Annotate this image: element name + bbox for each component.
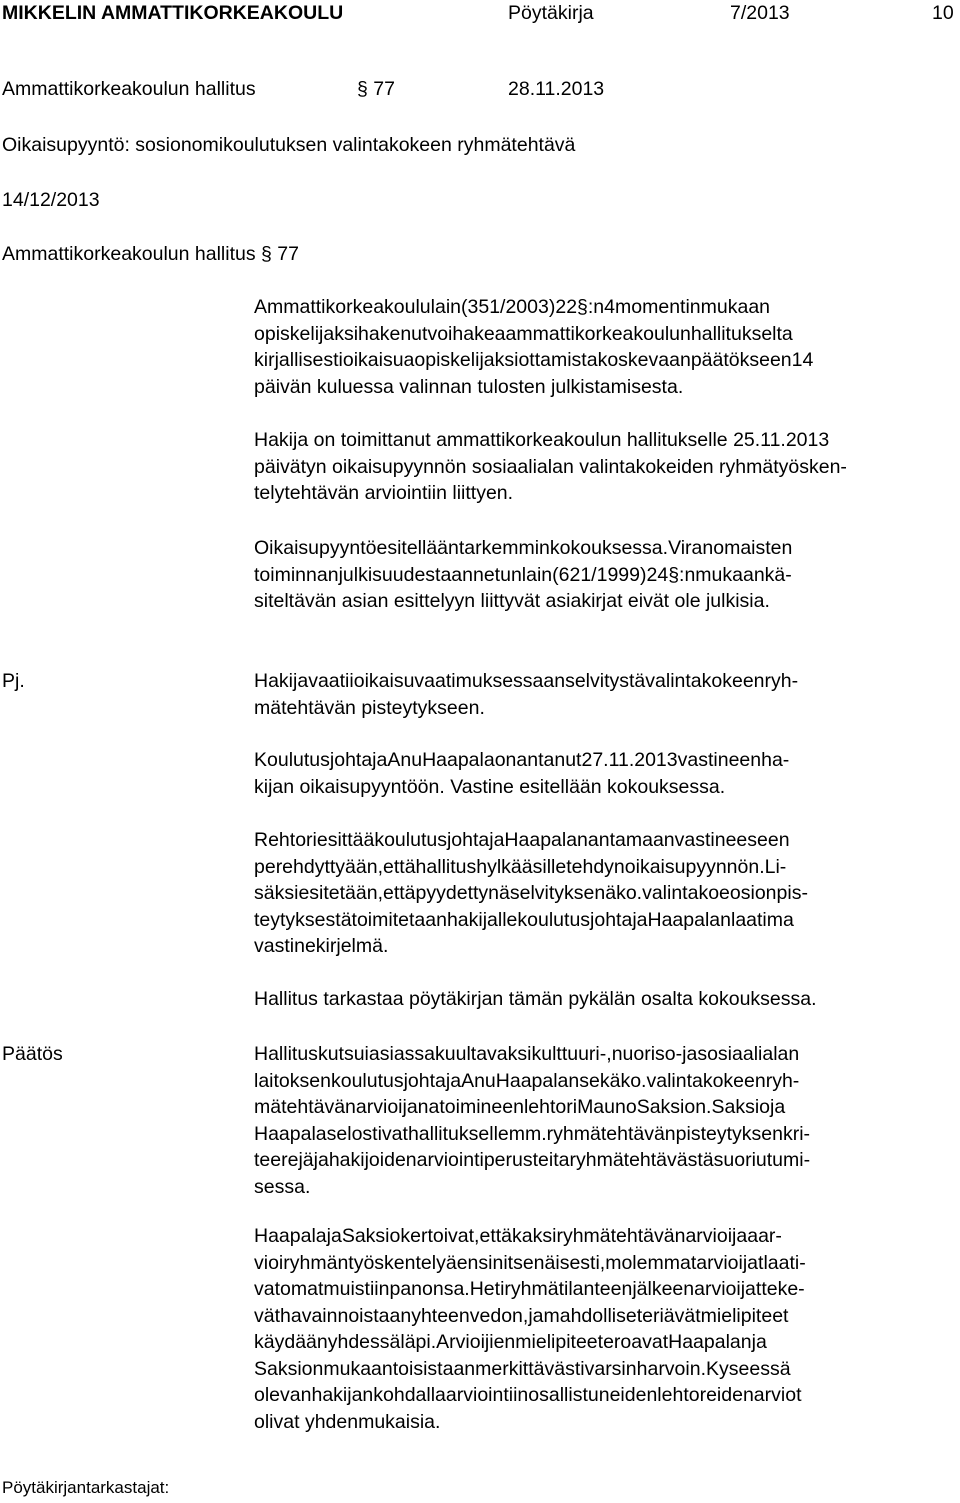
pj-p2-line-2: kijan oikaisupyyntöön. Vastine esitellään kokouksessa. <box>254 775 726 798</box>
word: esitellään <box>376 537 459 559</box>
word: että <box>479 1225 513 1247</box>
word: merkittävästi <box>475 1357 585 1380</box>
document-type: Pöytäkirja <box>508 2 594 24</box>
word: Haapalan <box>495 1069 580 1092</box>
word: mielipiteet <box>700 1304 789 1327</box>
word: (351/2003) <box>461 296 556 318</box>
word: Haapalan <box>504 829 588 851</box>
word: 22 <box>555 296 578 318</box>
word: harvoin. <box>636 1357 706 1380</box>
word: arvioijana <box>355 1096 440 1118</box>
pj-paragraph-1 <box>254 668 954 721</box>
document-number: 7/2013 <box>730 2 790 24</box>
pj-p3-line-3 <box>254 880 954 907</box>
word: koulutusjohtaja <box>374 829 505 851</box>
pj-p2-line-1 <box>254 747 954 774</box>
word: voi <box>427 322 453 345</box>
word: on <box>494 749 517 771</box>
word: arviointiperusteita <box>416 1149 570 1171</box>
word: osallistuneiden <box>528 1384 658 1406</box>
word: Li- <box>764 855 787 878</box>
pj-p3-line-5: vastinekirjelmä. <box>254 935 389 957</box>
word: eriävät <box>642 1304 701 1327</box>
word: Haapala <box>422 749 495 771</box>
word: varsin <box>584 1357 637 1380</box>
reference-line: Ammattikorkeakoulun hallitus § 77 <box>2 243 299 265</box>
word: opiskelijaksi <box>254 322 359 345</box>
decision-p2-line-5 <box>254 1329 954 1356</box>
word: hallitukselle <box>407 1122 509 1145</box>
applicant-line-2: päivätyn oikaisupyynnön sosiaalialan valintakokeiden ryhmätyösken- <box>254 455 847 478</box>
word: Haapalan <box>668 1331 752 1353</box>
word: kulttuuri-, <box>531 1043 612 1065</box>
word: ryhmätehtävän <box>556 1225 686 1247</box>
section-sign: § <box>357 78 374 100</box>
pj-p1-line-1 <box>254 668 954 695</box>
word: ko. <box>620 1069 647 1092</box>
intro-line-3 <box>254 347 954 374</box>
word: ja <box>682 1043 698 1065</box>
word: itsenäisesti, <box>503 1251 606 1274</box>
word: kirjallisesti <box>254 349 343 371</box>
word: käydään <box>254 1331 328 1353</box>
word: ja <box>528 1304 544 1327</box>
word: hakea <box>452 322 506 345</box>
case-title: Oikaisupyyntö: sosionomikoulutuksen valintakokeen ryhmätehtävä <box>2 134 576 156</box>
word: eroavat <box>603 1331 669 1353</box>
word: hylkää <box>476 855 533 878</box>
word: selvitystä <box>565 670 646 692</box>
word: 27.11.2013 <box>581 749 678 771</box>
applicant-line-1: Hakija on toimittanut ammattikorkeakoulun hallitukselle 25.11.2013 <box>254 429 830 451</box>
decision-p2-line-2 <box>254 1250 954 1277</box>
word: suoriutumi- <box>713 1149 811 1171</box>
applicant-line-3: telytehtävän arviointiin liittyen. <box>254 482 514 504</box>
word: mukaan <box>323 1357 393 1380</box>
word: ha- <box>761 749 790 771</box>
decision-p2-line-4 <box>254 1303 954 1330</box>
word: mm. <box>508 1122 547 1145</box>
word: antanut <box>516 749 582 771</box>
decision-p1-line-2 <box>254 1068 954 1095</box>
publicity-paragraph <box>254 535 954 615</box>
word: mukaan <box>695 563 765 586</box>
word: esitetään, <box>298 882 383 904</box>
word: pyydettynä <box>415 882 510 904</box>
word: toisistaan <box>392 1357 476 1380</box>
word: lain <box>521 563 553 586</box>
word: kä- <box>764 563 792 586</box>
word: yhdessä <box>327 1331 401 1353</box>
word: kaksi <box>512 1225 557 1247</box>
page-number: 10 <box>932 2 954 24</box>
word: toimitetaan <box>351 908 447 931</box>
decision-p2-line-3 <box>254 1276 954 1303</box>
word: kokouksessa. <box>549 537 669 559</box>
word: arvioijat <box>696 1251 764 1274</box>
pj-p3-line-2 <box>254 854 954 881</box>
word: vastineeseen <box>674 829 790 851</box>
word: ryhmän <box>283 1251 349 1274</box>
word: Haapalan <box>647 908 731 931</box>
word: vaatii <box>308 670 354 692</box>
word: Saksio <box>341 1225 401 1247</box>
word: ottamista <box>518 349 598 371</box>
pj-p1-line-2: mätehtävän pisteytykseen. <box>254 696 485 719</box>
decision-p1-line-6: sessa. <box>254 1175 311 1198</box>
word: julkisuudesta <box>338 563 452 586</box>
word: mielipiteet <box>515 1331 604 1353</box>
word: kutsui <box>317 1043 369 1065</box>
word: 24 <box>646 563 669 586</box>
word: vät <box>254 1304 281 1327</box>
word: sekä <box>579 1069 621 1092</box>
word: annetun <box>451 563 522 586</box>
word: hallitus <box>415 855 477 878</box>
word: momentin <box>615 296 701 318</box>
word: vat <box>254 1278 281 1300</box>
word: oikaisupyynnön. <box>624 855 765 878</box>
word: Anu <box>387 749 423 771</box>
word: että <box>383 855 416 878</box>
decision-p1-line-3 <box>254 1094 954 1121</box>
word: Koulutusjohtaja <box>254 749 388 771</box>
word: koulutusjohtaja <box>517 908 648 931</box>
word: ja <box>326 1225 342 1247</box>
publicity-line-2 <box>254 562 954 589</box>
word: kuultavaksi <box>435 1043 532 1065</box>
word: pis- <box>776 882 808 904</box>
word: teytyksestä <box>254 908 352 931</box>
word: vioi <box>254 1251 284 1274</box>
word: oikaisuvaatimuksessaan <box>353 670 566 692</box>
word: valintakoeosion <box>642 882 777 904</box>
word: ryhmätehtävän <box>546 1122 676 1145</box>
publicity-line-3: siteltävän asian esittelyyn liittyvät asiakirjat eivät ole julkisia. <box>254 590 770 612</box>
meeting-date: 28.11.2013 <box>508 78 605 100</box>
pj-p4-line-1: Hallitus tarkastaa pöytäkirjan tämän pykälän osalta kokouksessa. <box>254 988 817 1010</box>
pj-paragraph-2 <box>254 747 954 800</box>
word: ko. <box>616 882 643 904</box>
decision-label: Päätös <box>2 1043 63 1065</box>
governing-body: Ammattikorkeakoulun hallitus <box>2 78 256 100</box>
word: pisteytyksen <box>675 1122 783 1145</box>
word: toiminnan <box>254 563 339 586</box>
word: Saksion. <box>636 1096 712 1118</box>
word: §:n <box>577 296 605 318</box>
word: tehdyn <box>566 855 625 878</box>
word: Viranomaisten <box>668 537 793 559</box>
word: selvityksenä <box>509 882 617 904</box>
word: asiassa <box>368 1043 436 1065</box>
word: laitoksen <box>254 1069 331 1092</box>
word: tarkemmin <box>458 537 550 559</box>
word: Saksion <box>254 1357 324 1380</box>
pj-paragraph-4 <box>254 986 954 1013</box>
word: kertoivat, <box>400 1225 480 1247</box>
decision-p2-line-7 <box>254 1382 954 1409</box>
intro-line-2 <box>254 321 954 348</box>
intro-line-1 <box>254 294 954 321</box>
word: päätökseen <box>690 349 792 371</box>
publicity-line-1 <box>254 535 954 562</box>
word: valintakokeen <box>646 1069 766 1092</box>
word: olevan <box>254 1384 312 1406</box>
word: jälkeen <box>632 1278 695 1300</box>
decision-p2-line-8: olivat yhdenmukaisia. <box>254 1410 441 1433</box>
word: vastineen <box>677 749 762 771</box>
word: omat <box>280 1278 324 1300</box>
word: oikaisua <box>342 349 415 371</box>
word: Arvioijien <box>436 1331 516 1353</box>
word: säksi <box>254 882 299 904</box>
decision-paragraph-2 <box>254 1223 954 1435</box>
word: Oikaisupyyntö <box>254 537 377 559</box>
applicant-paragraph <box>254 427 954 507</box>
decision-p2-line-6 <box>254 1356 954 1383</box>
word: Kyseessä <box>706 1357 791 1380</box>
word: ensin <box>456 1251 504 1274</box>
word: lehtori <box>523 1096 578 1118</box>
pj-p3-line-4 <box>254 907 954 934</box>
decision-p1-line-4 <box>254 1121 954 1148</box>
word: koulutusjohtaja <box>330 1069 462 1092</box>
word: ryh- <box>765 1069 800 1092</box>
word: arviointiin <box>445 1384 529 1406</box>
word: ryhmätehtävästä <box>569 1149 714 1171</box>
case-id: 14/12/2013 <box>2 189 100 211</box>
word: arviot <box>753 1384 802 1406</box>
section-reference <box>357 76 395 103</box>
word: hakijan <box>311 1384 374 1406</box>
word: esittää <box>316 829 375 851</box>
word: 4 <box>604 296 616 318</box>
word: nuoriso- <box>611 1043 683 1065</box>
word: koskevaan <box>597 349 691 371</box>
word: Haapala <box>254 1122 327 1145</box>
word: toimineen <box>439 1096 524 1118</box>
word: Heti <box>469 1278 505 1300</box>
word: ja <box>770 1096 786 1118</box>
word: työskentelyä <box>348 1251 457 1274</box>
word: ja <box>313 1149 329 1171</box>
word: muistiinpanonsa. <box>323 1278 470 1300</box>
word: laati- <box>763 1251 806 1274</box>
word: mätehtävän <box>254 1096 356 1118</box>
pj-paragraph-3 <box>254 827 954 960</box>
word: Ammattikorkeakoululain <box>254 296 462 318</box>
word: sille <box>532 855 567 878</box>
word: mukaan <box>700 296 771 318</box>
word: hakijoiden <box>328 1149 417 1171</box>
section-number: 77 <box>373 78 395 100</box>
word: antamaan <box>587 829 675 851</box>
organization-name: MIKKELIN AMMATTIKORKEAKOULU <box>2 2 344 24</box>
word: perehdyttyään, <box>254 855 384 878</box>
word: arvioijaa <box>685 1225 759 1247</box>
word: ryh- <box>764 670 799 692</box>
pj-label: Pj. <box>2 670 25 692</box>
word: lehtoreiden <box>657 1384 754 1406</box>
word: §:n <box>668 563 696 586</box>
word: laatima <box>730 908 794 931</box>
word: hallitukselta <box>690 322 793 345</box>
decision-p2-line-1 <box>254 1223 954 1250</box>
word: (621/1999) <box>552 563 647 586</box>
word: ar- <box>758 1225 782 1247</box>
word: mahdolliset <box>543 1304 643 1327</box>
word: ja <box>751 1331 767 1353</box>
word: Haapala <box>254 1225 327 1247</box>
word: kohdalla <box>373 1384 446 1406</box>
word: teerejä <box>254 1149 314 1171</box>
decision-p1-line-1 <box>254 1041 954 1068</box>
word: ammattikorkeakoulun <box>505 322 691 345</box>
word: opiskelijaksi <box>414 349 519 371</box>
word: Saksio <box>711 1096 771 1118</box>
word: teke- <box>761 1278 805 1300</box>
word: valintakokeen <box>645 670 765 692</box>
word: Mauno <box>577 1096 637 1118</box>
decision-paragraph-1 <box>254 1041 954 1200</box>
word: Hallitus <box>254 1043 318 1065</box>
intro-line-4: päivän kuluessa valinnan tulosten julkistamisesta. <box>254 375 684 398</box>
word: Anu <box>461 1069 496 1092</box>
word: Hakija <box>254 670 309 692</box>
word: 14 <box>791 349 814 371</box>
decision-p1-line-5 <box>254 1147 954 1174</box>
word: selostivat <box>326 1122 408 1145</box>
word: kri- <box>782 1122 811 1145</box>
word: että <box>383 882 416 904</box>
word: arvioijat <box>694 1278 762 1300</box>
word: hakenut <box>358 322 428 345</box>
intro-paragraph <box>254 294 954 400</box>
word: hakijalle <box>446 908 518 931</box>
minutes-checkers-label: Pöytäkirjantarkastajat: <box>2 1478 170 1497</box>
word: havainnoistaan <box>280 1304 412 1327</box>
pj-p3-line-1 <box>254 827 954 854</box>
word: yhteenvedon, <box>411 1304 529 1327</box>
word: läpi. <box>400 1331 437 1353</box>
word: sosiaalialan <box>697 1043 800 1065</box>
word: molemmat <box>605 1251 697 1274</box>
word: ryhmätilanteen <box>504 1278 633 1300</box>
word: Rehtori <box>254 829 317 851</box>
